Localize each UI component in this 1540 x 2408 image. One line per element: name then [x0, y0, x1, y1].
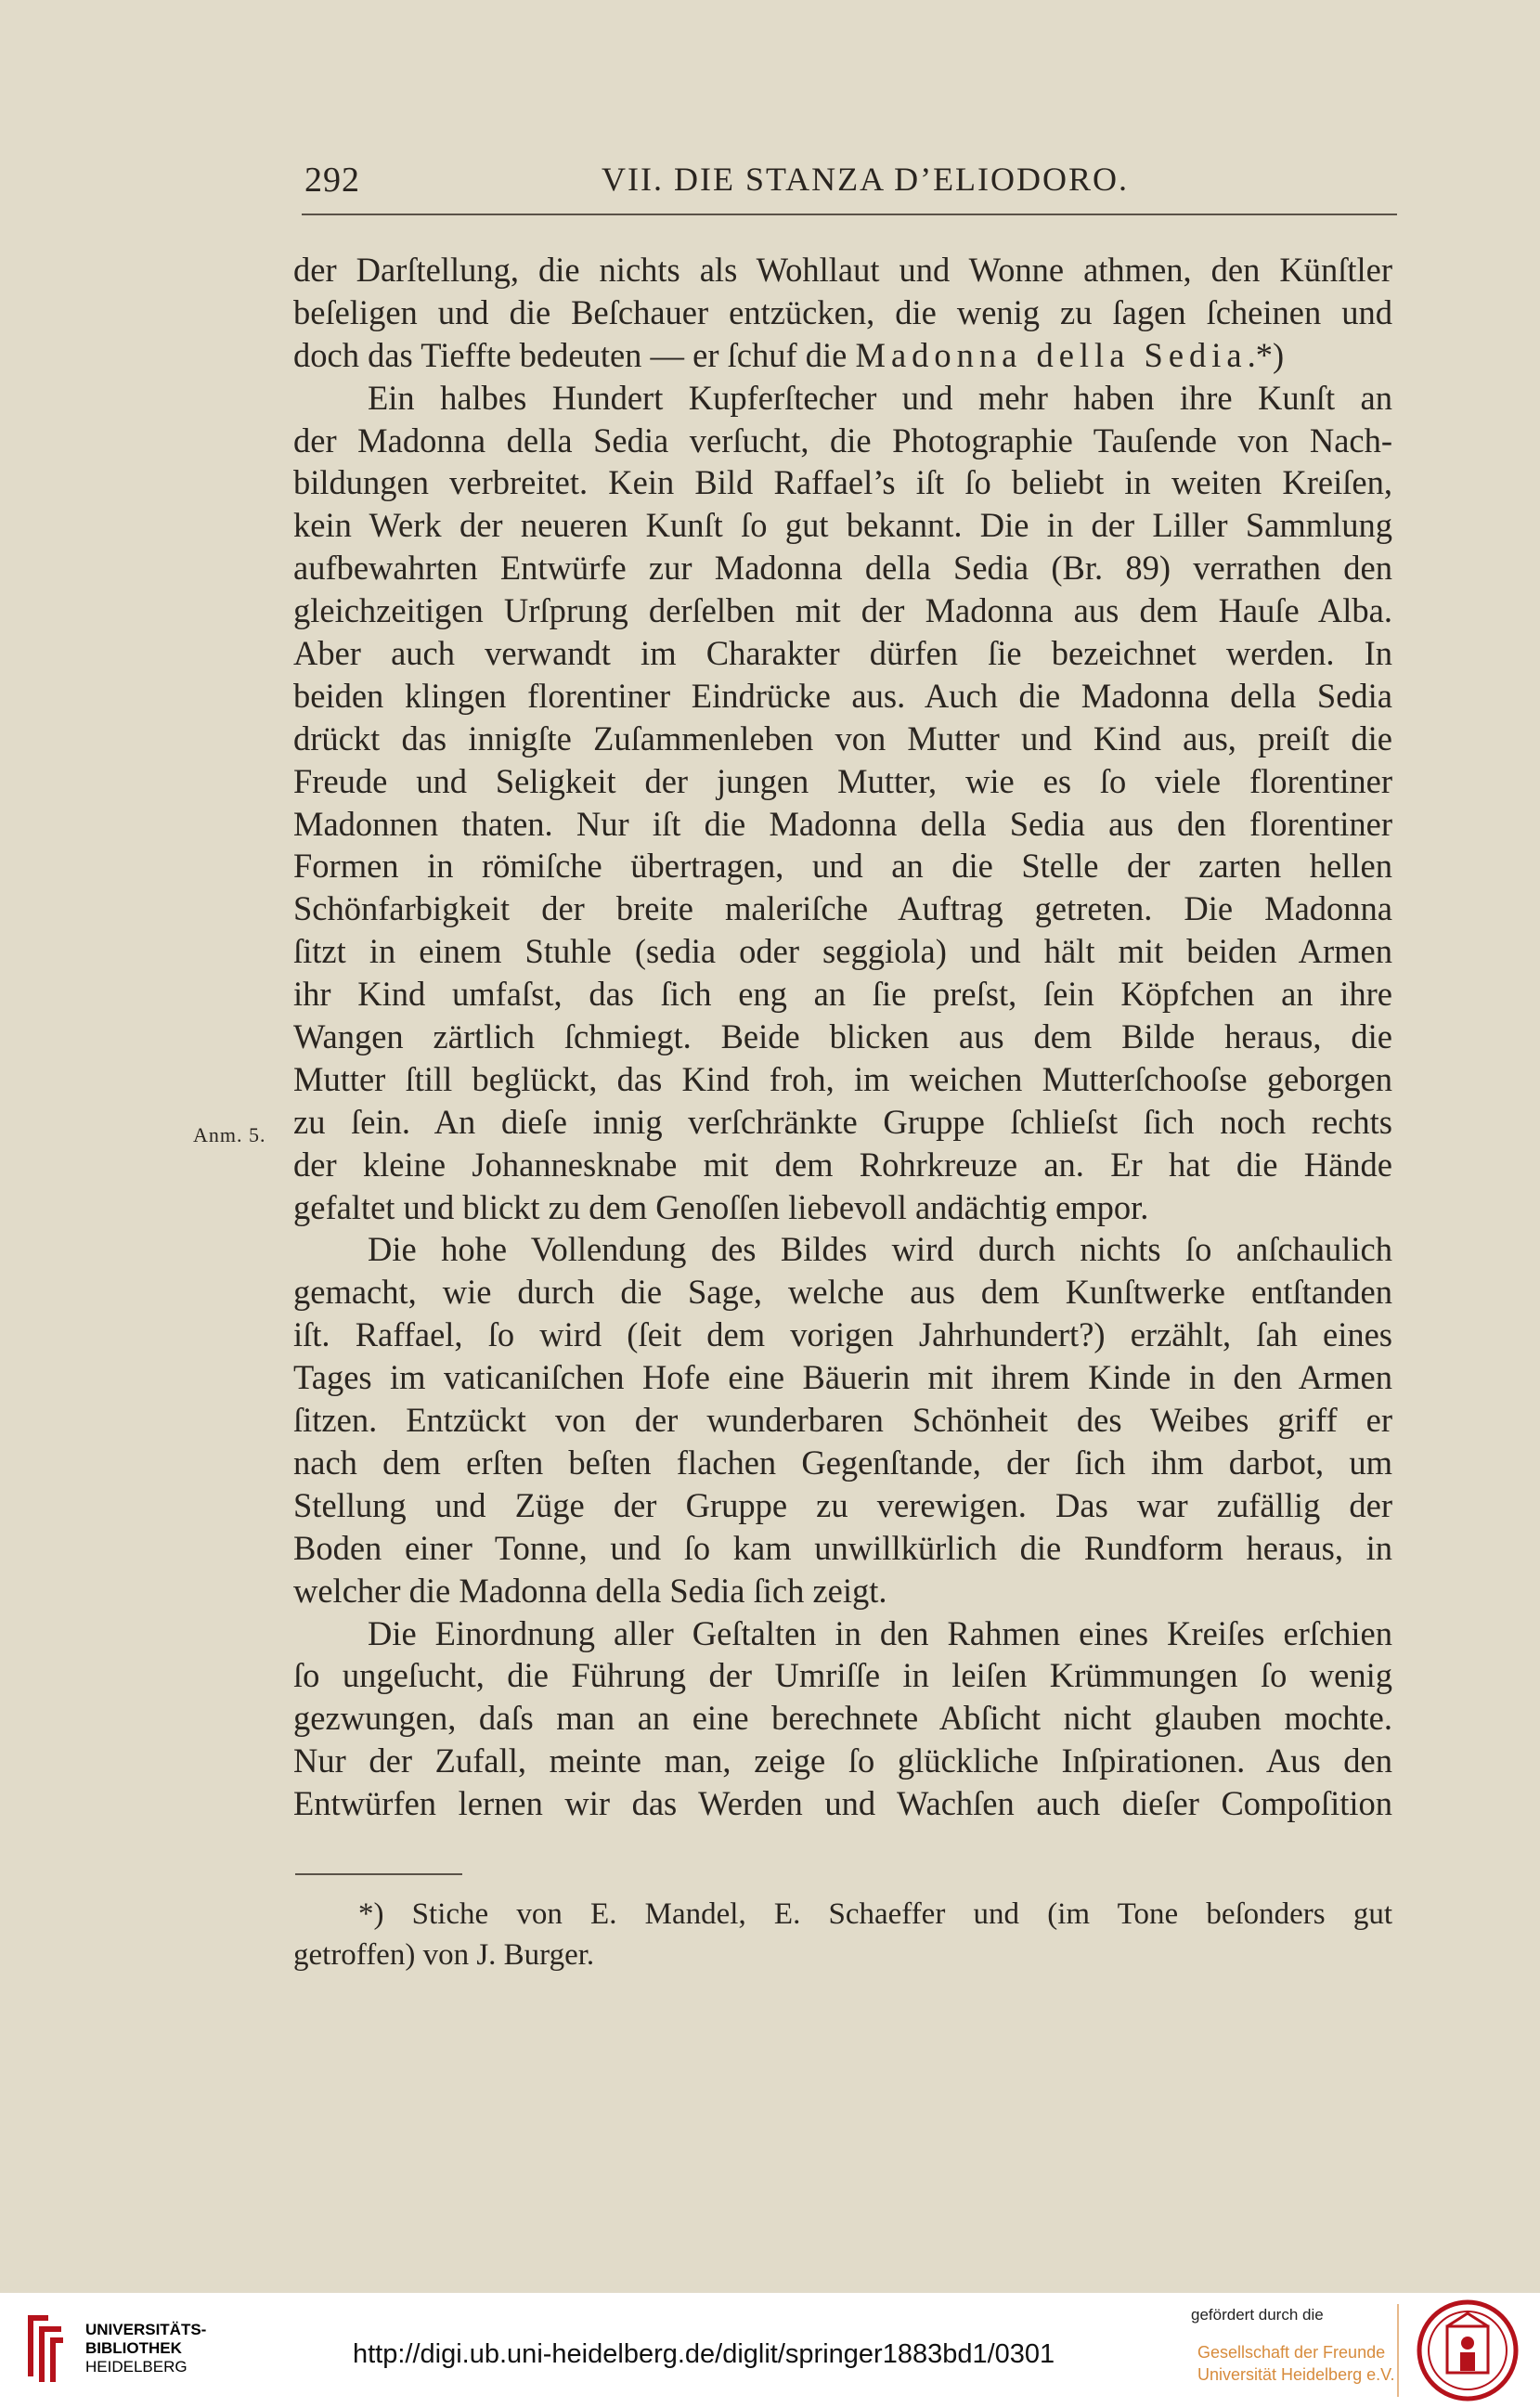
- footnote: [293, 1894, 1392, 1975]
- text-line: Die Einordnung aller Geſtalten in den Rahmen eines Kreiſes erſchien: [368, 1613, 1392, 1652]
- text-line: beiden klingen florentiner Eindrücke aus. Auch die Madonna della Sedia: [293, 676, 1392, 715]
- library-name-line: UNIVERSITÄTS-: [85, 2321, 207, 2338]
- text-line: beſeligen und die Beſchauer entzücken, die wenig zu ſagen ſcheinen und: [293, 292, 1392, 331]
- text-line: gefaltet und blickt zu dem Genoſſen liebevoll andächtig empor.: [293, 1187, 1149, 1226]
- text-line: ſitzen. Entzückt von der wunderbaren Schönheit des Weibes griff er: [293, 1401, 1392, 1440]
- university-seal-icon[interactable]: [1416, 2298, 1520, 2402]
- sponsor-name[interactable]: [1197, 2341, 1394, 2386]
- text-line: welcher die Madonna della Sedia ſich zeigt.: [293, 1571, 887, 1610]
- text-line: aufbewahrten Entwürfe zur Madonna della Sedia (Br. 89) verrathen den: [293, 549, 1392, 588]
- text-line: gezwungen, daſs man an eine berechnete Abſicht nicht glauben mochte.: [293, 1699, 1392, 1738]
- footnote-marker: .*): [1247, 335, 1285, 374]
- footnote-line: getroffen) von J. Burger.: [293, 1938, 595, 1972]
- text-line: nach dem erſten beſten flachen Gegenſtande, der ſich ihm darbot, um: [293, 1443, 1392, 1482]
- spaced-title: Madonna della Sedia: [855, 335, 1248, 374]
- text-line: Madonnen thaten. Nur iſt die Madonna della Sedia aus den florentiner: [293, 804, 1392, 843]
- sponsor-intro: gefördert durch die: [1191, 2306, 1324, 2324]
- text-line: Entwürfen lernen wir das Werden und Wachſen auch dieſer Compoſition: [293, 1784, 1392, 1823]
- text-line: bildungen verbreitet. Kein Bild Raffael’s iſt ſo beliebt in weiten Kreiſen,: [293, 463, 1392, 502]
- text-line: der Madonna della Sedia verſucht, die Photographie Tauſende von Nach-: [293, 421, 1392, 460]
- text-line: Tages im vaticaniſchen Hofe eine Bäuerin mit ihrem Kinde in den Armen: [293, 1358, 1392, 1397]
- text-line: Freude und Seligkeit der jungen Mutter, wie es ſo viele florentiner: [293, 761, 1392, 800]
- library-name-line: HEIDELBERG: [85, 2358, 188, 2376]
- text-line: drückt das innigſte Zuſammenleben von Mutter und Kind aus, preiſt die: [293, 719, 1392, 757]
- text-line: kein Werk der neueren Kunſt ſo gut bekannt. Die in der Liller Sammlung: [293, 506, 1392, 545]
- text-line: ſitzt in einem Stuhle (sedia oder seggiola) und hält mit beiden Armen: [293, 932, 1392, 971]
- text-line: doch das Tieffte bedeuten — er ſchuf die Madonna della Sedia.*): [293, 335, 1285, 374]
- digitization-footer: [0, 2293, 1540, 2408]
- text-line: Ein halbes Hundert Kupferſtecher und mehr haben ihre Kunſt an: [368, 378, 1392, 417]
- text-line: iſt. Raffael, ſo wird (ſeit dem vorigen Jahrhundert?) erzählt, ſah eines: [293, 1315, 1392, 1354]
- text-line: Wangen zärtlich ſchmiegt. Beide blicken aus dem Bilde heraus, die: [293, 1017, 1392, 1056]
- text-line: der kleine Johannesknabe mit dem Rohrkreuze an. Er hat die Hände: [293, 1145, 1392, 1184]
- footer-divider: [1397, 2304, 1399, 2397]
- text-line: gleichzeitigen Urſprung derſelben mit der Madonna aus dem Hauſe Alba.: [293, 591, 1392, 630]
- footnote-rule: [295, 1873, 462, 1875]
- library-name-line: BIBLIOTHEK: [85, 2339, 182, 2357]
- text-line: ihr Kind umfaſst, das ſich eng an ſie preſst, ſein Köpfchen an ihre: [293, 975, 1392, 1014]
- sponsor-line: Universität Heidelberg e.V.: [1197, 2365, 1395, 2384]
- body-text: [293, 249, 1392, 1825]
- text-line: Nur der Zufall, meinte man, zeige ſo glückliche Inſpirationen. Aus den: [293, 1741, 1392, 1780]
- text-line: Boden einer Tonne, und ſo kam unwillkürlich die Rundform heraus, in: [293, 1528, 1392, 1567]
- text-line: Aber auch verwandt im Charakter dürfen ſie bezeichnet werden. In: [293, 634, 1392, 673]
- footnote-line: *) Stiche von E. Mandel, E. Schaeffer und (im Tone beſonders gut: [358, 1897, 1392, 1931]
- text-line: Mutter ſtill beglückt, das Kind froh, im weichen Mutterſchooſse geborgen: [293, 1059, 1392, 1098]
- text-line: gemacht, wie durch die Sage, welche aus dem Kunſtwerke entſtanden: [293, 1273, 1392, 1312]
- library-name[interactable]: [85, 2321, 206, 2376]
- header-rule: [302, 214, 1397, 215]
- margin-note: Anm. 5.: [193, 1123, 266, 1146]
- running-head: VII. DIE STANZA D’ELIODORO.: [602, 161, 1130, 198]
- text-line: Formen in römiſche übertragen, und an die Stelle der zarten hellen: [293, 847, 1392, 886]
- text-line: der Darſtellung, die nichts als Wohllaut und Wonne athmen, den Künſtler: [293, 251, 1392, 289]
- library-logo-icon[interactable]: [20, 2311, 69, 2386]
- text-line: Schönfarbigkeit der breite maleriſche Auftrag getreten. Die Madonna: [293, 889, 1392, 928]
- permalink-url[interactable]: http://digi.ub.uni-heidelberg.de/diglit/springer1883bd1/0301: [353, 2339, 1055, 2369]
- text-line: zu ſein. An dieſe innig verſchränkte Gruppe ſchlieſst ſich noch rechts: [293, 1102, 1392, 1141]
- page-number: 292: [304, 161, 360, 200]
- text-line: Stellung und Züge der Gruppe zu verewigen. Das war zufällig der: [293, 1485, 1392, 1524]
- sponsor-line: Gesellschaft der Freunde: [1197, 2343, 1386, 2362]
- text-line: ſo ungeſucht, die Führung der Umriſſe in leiſen Krümmungen ſo wenig: [293, 1656, 1392, 1695]
- text-line: Die hohe Vollendung des Bildes wird durch nichts ſo anſchaulich: [368, 1230, 1392, 1269]
- page-header: [304, 160, 1377, 206]
